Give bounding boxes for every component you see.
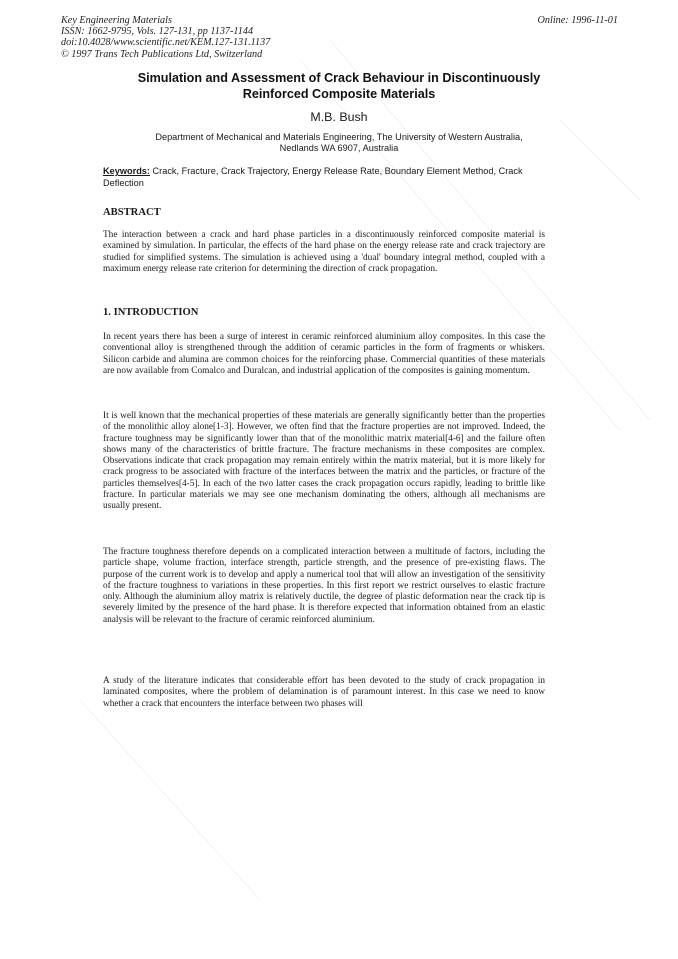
- affiliation-line-2: Nedlands WA 6907, Australia: [279, 143, 399, 154]
- journal-header: [61, 15, 270, 60]
- issn-line: ISSN: 1662-9795, Vols. 127-131, pp 1137-1144: [61, 26, 254, 38]
- title-line-1: Simulation and Assessment of Crack Behaviour in Discontinuously: [137, 71, 541, 85]
- online-date: Online: 1996-11-01: [537, 15, 618, 26]
- paper-title: [80, 70, 598, 102]
- intro-paragraph-1: In recent years there has been a surge of interest in ceramic reinforced aluminium alloy composites. In this case the conventional alloy is strengthened through the addition of ceramic particles in the form of fragments or whiskers. Silicon carbide and alumina are common choices for the reinforcing phase. Commercial quantities of these materials are now available from Comalco and Duralcan, and industrial application of the composites is gaining momentum.: [103, 332, 545, 376]
- journal-name: Key Engineering Materials: [61, 15, 172, 26]
- introduction-heading: 1. INTRODUCTION: [103, 307, 199, 318]
- doi-line: doi:10.4028/www.scientific.net/KEM.127-131.1137: [61, 37, 271, 49]
- intro-paragraph-3: The fracture toughness therefore depends on a complicated interaction between a multitude of factors, including the particle shape, volume fraction, interface strength, particle strength, and the presence of pre-existing flaws. The purpose of the current work is to develop and apply a numerical tool that will allow an investigation of the sensitivity of the fracture toughness to variations in these properties. In this first report we restrict ourselves to elastic fracture only. Although the aluminium alloy matrix is relatively ductile, the degree of plastic deformation near the crack tip is severely limited by the presence of the hard phase. It is therefore expected that information obtained from an elastic analysis will be relevant to the fracture of ceramic reinforced aluminium.: [103, 547, 545, 625]
- abstract-heading: ABSTRACT: [103, 207, 161, 218]
- keywords-text: Crack, Fracture, Crack Trajectory, Energy Release Rate, Boundary Element Method, Crack Deflection: [103, 166, 523, 188]
- affiliation-line-1: Department of Mechanical and Materials Engineering, The University of Western Australia,: [155, 132, 523, 142]
- affiliation: [100, 132, 578, 155]
- abstract-text: The interaction between a crack and hard phase particles in a discontinuously reinforced composite material is examined by simulation. In particular, the effects of the hard phase on the energy release rate and crack trajectory are studied for simplified systems. The simulation is achieved using a 'dual' boundary integral method, coupled with a maximum energy release rate criterion for determining the direction of crack propagation.: [103, 230, 545, 274]
- author-name: M.B. Bush: [310, 110, 368, 124]
- keywords: [103, 166, 553, 190]
- intro-paragraph-4: A study of the literature indicates that considerable effort has been devoted to the study of crack propagation in laminated composites, where the problem of delamination is of paramount interest. In this case we need to know whether a crack that encounters the interface between two phases will: [103, 676, 545, 709]
- keywords-label: Keywords:: [103, 166, 150, 176]
- intro-paragraph-2: It is well known that the mechanical properties of these materials are generally significantly better than the properties of the monolithic alloy alone[1-3]. However, we often find that the fracture properties are not improved. Indeed, the fracture toughness may be significantly lower than that of the monolithic matrix material[4-6] and the failure often shows many of the characteristics of brittle fracture. The fracture mechanisms in these composites are complex. Observations indicate that crack propagation may remain entirely within the matrix material, but it is more likely for crack progress to be associated with fracture of the interfaces between the matrix and the particles, or fracture of the particles themselves[4-5]. In each of the two latter cases the crack propagation occurs rapidly, leading to brittle like fracture. In particular materials we may see one mechanism dominating the others, although all mechanisms are usually present.: [103, 411, 545, 512]
- copyright-line: © 1997 Trans Tech Publications Ltd, Switzerland: [61, 48, 263, 60]
- title-line-2: Reinforced Composite Materials: [242, 87, 436, 101]
